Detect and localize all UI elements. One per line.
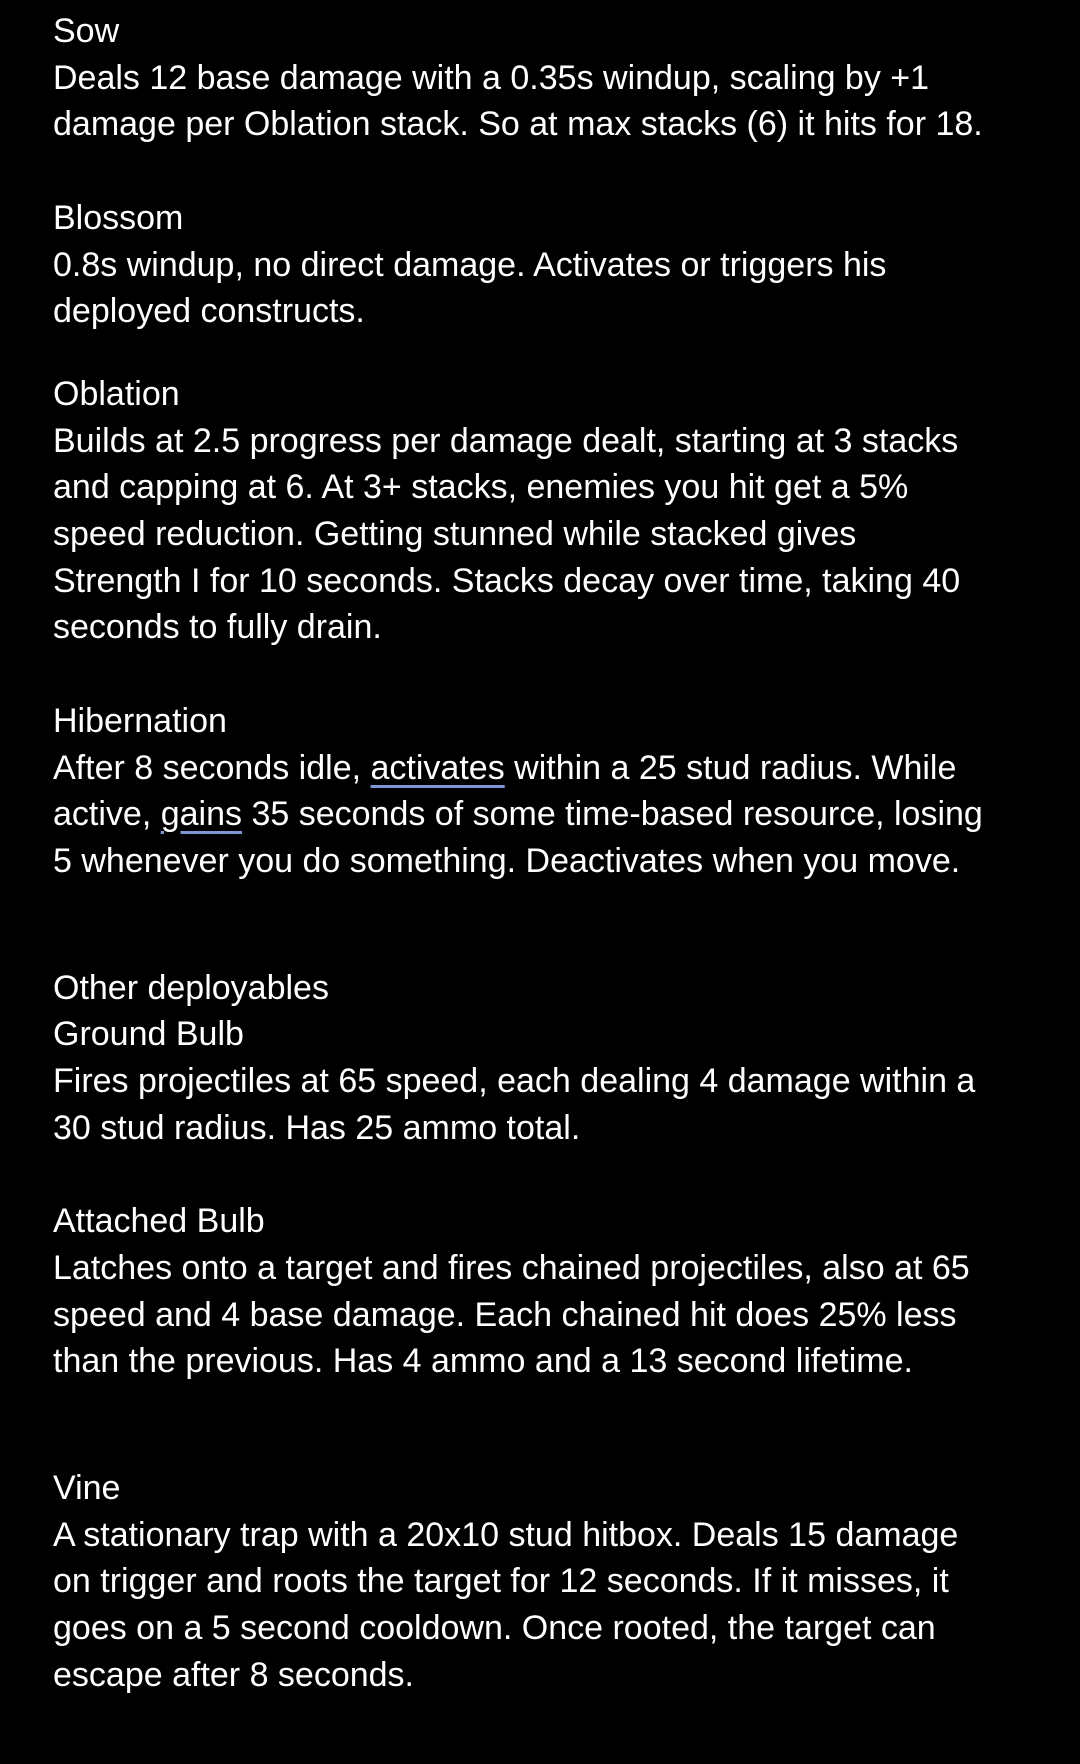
paragraph-line bbox=[53, 745, 1053, 792]
paragraph-line bbox=[53, 791, 1053, 838]
section-vine bbox=[53, 1465, 1053, 1699]
section-title-blossom: Blossom bbox=[53, 198, 184, 237]
document-body bbox=[53, 8, 1053, 1698]
section-attached-bulb bbox=[53, 1198, 1053, 1385]
paragraph-line: Fires projectiles at 65 speed, each dealing 4 damage within a bbox=[53, 1062, 976, 1101]
section-blossom bbox=[53, 195, 1053, 335]
section-sow bbox=[53, 8, 1053, 148]
paragraph-line: escape after 8 seconds. bbox=[53, 1655, 415, 1694]
text-run: After 8 seconds idle, bbox=[53, 748, 371, 787]
paragraph-line: A stationary trap with a 20x10 stud hitbox. Deals 15 damage bbox=[53, 1515, 959, 1554]
spellcheck-underlined-word[interactable]: activates bbox=[370, 748, 505, 787]
section-title-hibernation: Hibernation bbox=[53, 701, 227, 740]
paragraph-line: speed and 4 base damage. Each chained hit does 25% less bbox=[53, 1295, 957, 1334]
paragraph-line: Deals 12 base damage with a 0.35s windup, scaling by +1 bbox=[53, 58, 930, 97]
section-title-attached-bulb: Attached Bulb bbox=[53, 1202, 265, 1241]
section-ground-bulb bbox=[53, 965, 1053, 1152]
paragraph-line: Builds at 2.5 progress per damage dealt, starting at 3 stacks bbox=[53, 421, 959, 460]
section-hibernation bbox=[53, 698, 1053, 885]
paragraph-line: Strength I for 10 seconds. Stacks decay over time, taking 40 bbox=[53, 561, 961, 600]
text-run: within a 25 stud radius. While bbox=[504, 748, 957, 787]
section-title-sow: Sow bbox=[53, 12, 120, 50]
paragraph-line: seconds to fully drain. bbox=[53, 608, 382, 647]
paragraph-line: on trigger and roots the target for 12 seconds. If it misses, it bbox=[53, 1562, 949, 1601]
paragraph-line: and capping at 6. At 3+ stacks, enemies you hit get a 5% bbox=[53, 468, 909, 507]
section-title-ground-bulb: Ground Bulb bbox=[53, 1015, 244, 1054]
spellcheck-underlined-word[interactable]: gains bbox=[160, 795, 242, 834]
paragraph-line: deployed constructs. bbox=[53, 292, 365, 331]
paragraph-line: 5 whenever you do something. Deactivates when you move. bbox=[53, 841, 961, 880]
text-run: active, bbox=[53, 795, 161, 834]
section-title-vine: Vine bbox=[53, 1468, 121, 1507]
paragraph-line: damage per Oblation stack. So at max stacks (6) it hits for 18. bbox=[53, 105, 983, 144]
section-title-oblation: Oblation bbox=[53, 374, 180, 413]
text-run: 35 seconds of some time-based resource, losing bbox=[242, 795, 983, 834]
paragraph-line: 30 stud radius. Has 25 ammo total. bbox=[53, 1108, 581, 1147]
paragraph-line: speed reduction. Getting stunned while stacked gives bbox=[53, 515, 857, 554]
section-oblation bbox=[53, 371, 1053, 651]
paragraph-line: Latches onto a target and fires chained projectiles, also at 65 bbox=[53, 1248, 970, 1287]
paragraph-line: goes on a 5 second cooldown. Once rooted, the target can bbox=[53, 1609, 936, 1648]
section-heading-other-deployables: Other deployables bbox=[53, 968, 329, 1007]
paragraph-line: 0.8s windup, no direct damage. Activates or triggers his bbox=[53, 245, 887, 284]
paragraph-line: than the previous. Has 4 ammo and a 13 second lifetime. bbox=[53, 1342, 913, 1381]
